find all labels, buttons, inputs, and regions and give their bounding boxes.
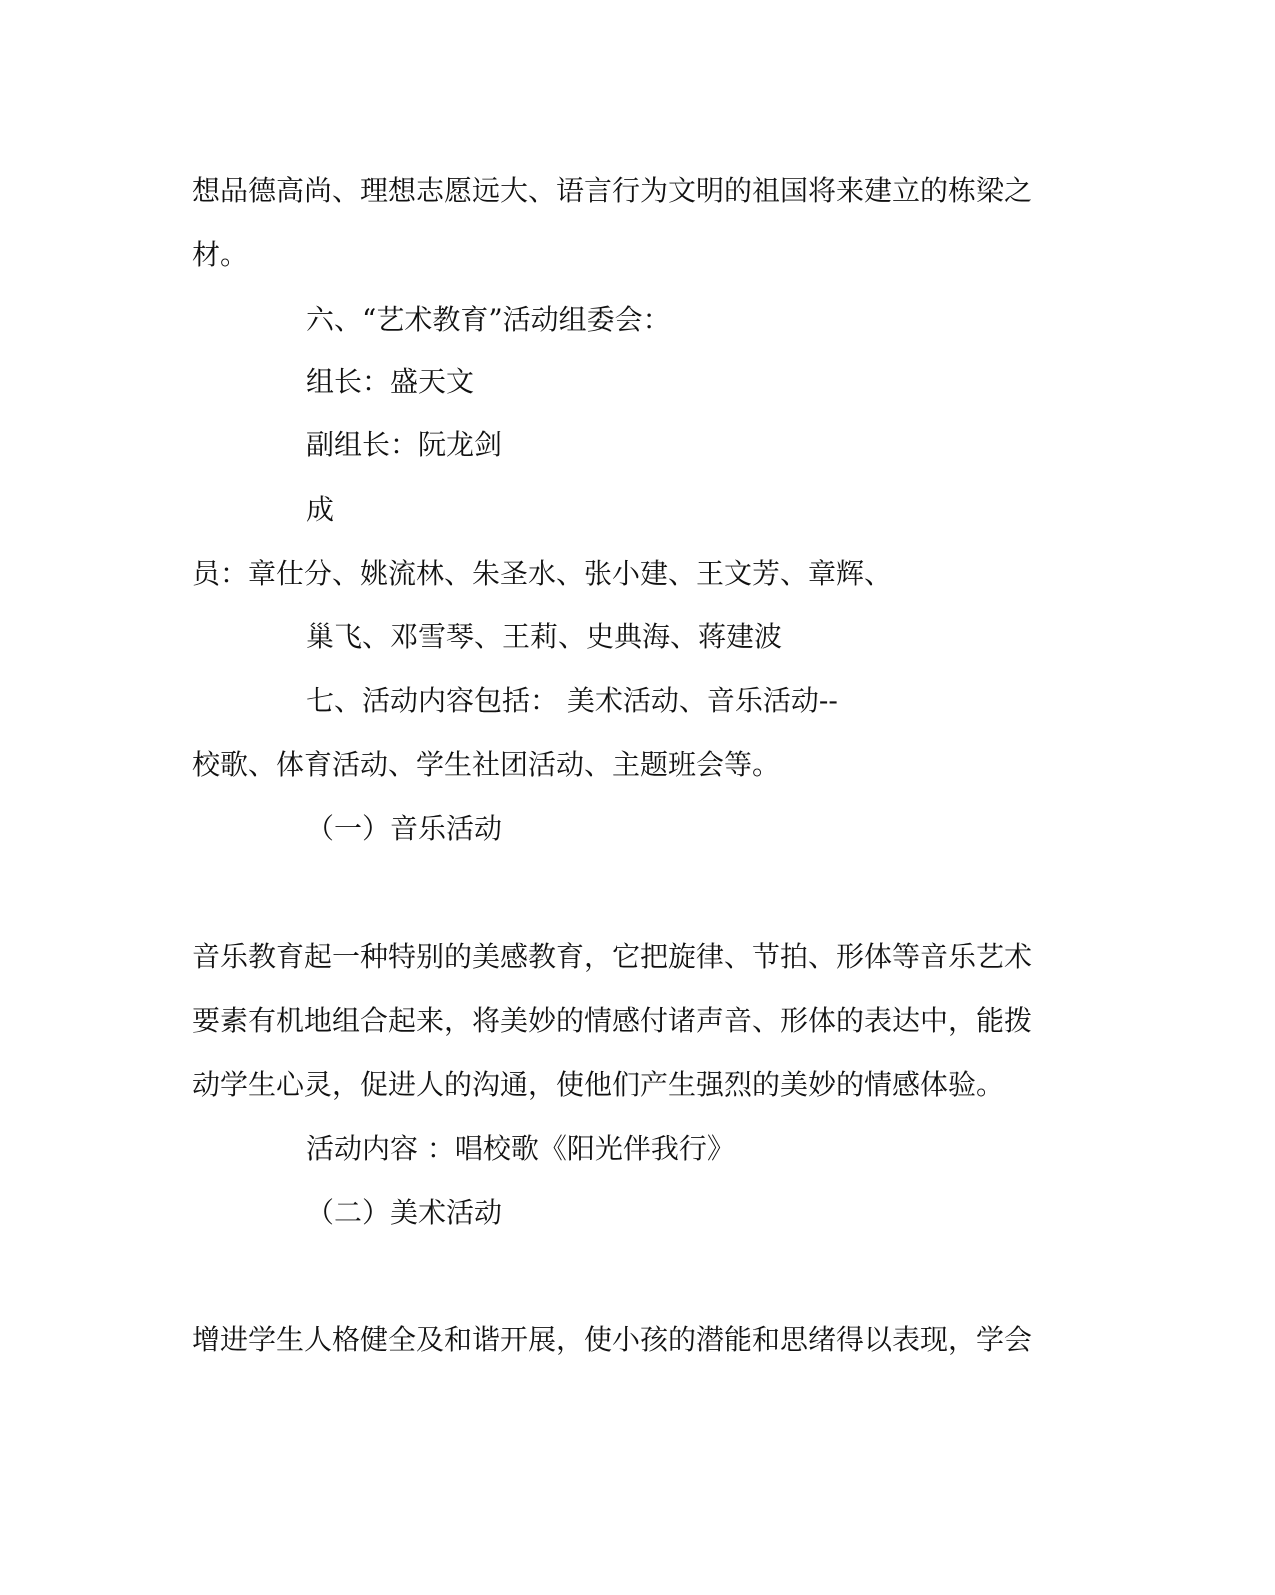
paragraph-line: 成 xyxy=(306,493,335,526)
section-heading: 六、“艺术教育”活动组委会： xyxy=(306,303,671,336)
paragraph-line: 材。 xyxy=(192,238,249,271)
paragraph-line: 巢飞、邓雪琴、王莉、史典海、蒋建波 xyxy=(306,620,783,653)
paragraph-line: 要素有机地组合起来，将美妙的情感付诸声音、形体的表达中，能拨 xyxy=(192,1004,1033,1037)
subsection-heading: （二）美术活动 xyxy=(306,1196,503,1229)
paragraph-line: 校歌、体育活动、学生社团活动、主题班会等。 xyxy=(192,748,781,781)
section-heading: 七、活动内容包括： 美术活动、音乐活动-- xyxy=(306,684,838,717)
paragraph-line: 增进学生人格健全及和谐开展，使小孩的潜能和思绪得以表现，学会 xyxy=(192,1323,1033,1356)
paragraph-line: 音乐教育起一种特别的美感教育，它把旋律、节拍、形体等音乐艺术 xyxy=(192,940,1033,973)
subsection-heading: （一）音乐活动 xyxy=(306,812,503,845)
paragraph-line: 动学生心灵，促进人的沟通，使他们产生强烈的美妙的情感体验。 xyxy=(192,1068,1005,1101)
paragraph-line: 想品德高尚、理想志愿远大、语言行为文明的祖国将来建立的栋梁之 xyxy=(192,174,1033,207)
paragraph-line: 组长：盛天文 xyxy=(306,365,475,398)
paragraph-line: 副组长：阮龙剑 xyxy=(306,428,503,461)
paragraph-line: 员：章仕分、姚流林、朱圣水、张小建、王文芳、章辉、 xyxy=(192,557,893,590)
paragraph-line: 活动内容 ：唱校歌《阳光伴我行》 xyxy=(306,1132,735,1165)
